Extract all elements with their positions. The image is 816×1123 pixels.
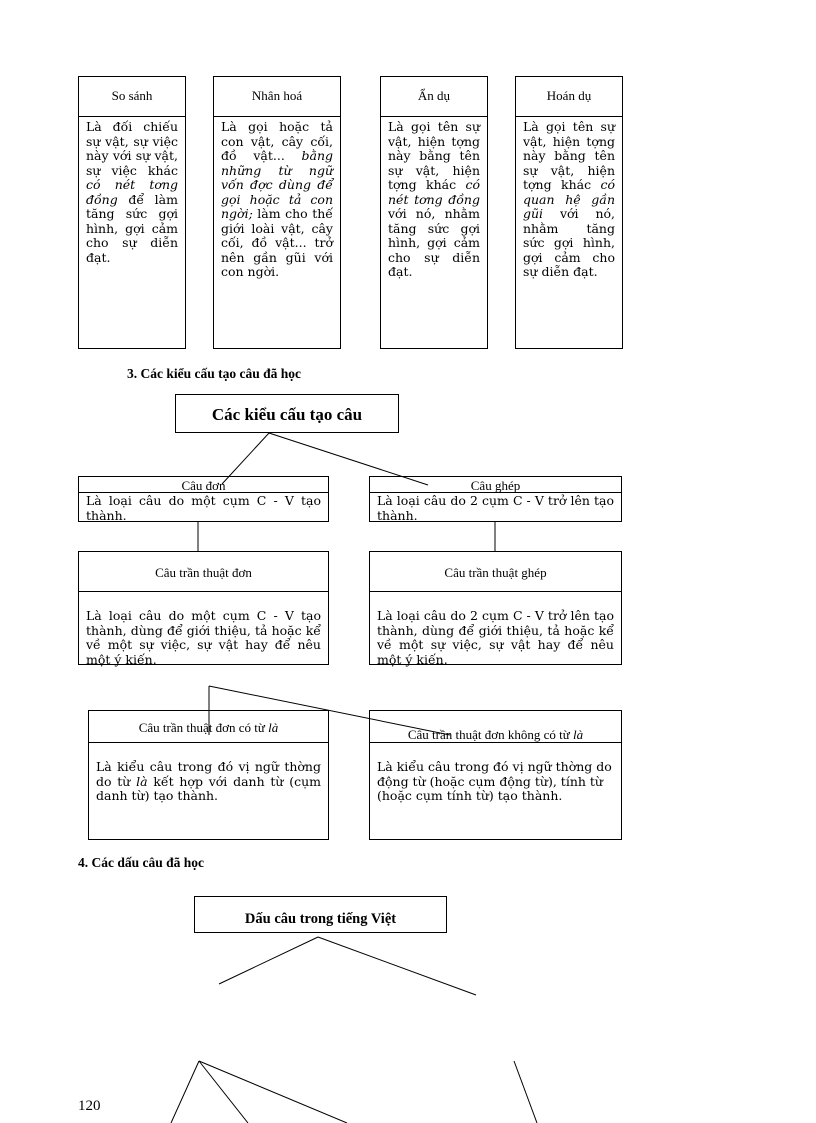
connector-lower-c (199, 1061, 347, 1123)
figure-box-nhan-hoa (213, 76, 341, 349)
co-tu-la-box (88, 710, 329, 840)
cau-ghep-title: Câu ghép (370, 477, 621, 493)
khong-tu-la-body: Là kiểu câu trong đó vị ngữ thờng do động từ (hoặc cụm động từ), tính từ (hoặc cụm tính từ) tạo thành. (377, 759, 612, 803)
tran-thuat-don-title: Câu trần thuật đơn (79, 552, 328, 592)
khong-tu-la-title: Câu trần thuật đơn không có từ là (370, 711, 621, 743)
connector-lower-a (171, 1061, 199, 1123)
tran-thuat-don-body: Là loại câu do một cụm C - V tạo thành, dùng để giới thiệu, tả hoặc kể về một sự việc, sự vật hay để nêu một ý kiến. (86, 608, 321, 667)
figure-body: Là gọi tên sự vật, hiện tợng này bằng tên sự vật, hiện tợng khác có quan hệ gần gũi với nó, nhằm tăng sức gợi hình, gợi cảm cho sự diễn đạt. (523, 119, 615, 279)
co-tu-la-title: Câu trần thuật đơn có từ là (89, 711, 328, 743)
figure-title: Hoán dụ (516, 77, 622, 117)
tran-thuat-ghep-title: Câu trần thuật ghép (370, 552, 621, 592)
cau-ghep-body: Là loại câu do 2 cụm C - V trở lên tạo thành. (377, 493, 614, 523)
connector-lower-b (199, 1061, 248, 1123)
figure-box-hoan-du (515, 76, 623, 349)
figure-box-an-du (380, 76, 488, 349)
connector-punct-right (318, 937, 476, 995)
tran-thuat-ghep-box (369, 551, 622, 665)
figure-body: Là gọi tên sự vật, hiện tợng này bằng tên sự vật, hiện tợng khác có nét tơng đồng với nó, nhằm tăng sức gợi hình, gợi cảm cho sự diễn đạt. (388, 119, 480, 279)
cau-don-box (78, 476, 329, 522)
cau-ghep-box (369, 476, 622, 522)
figure-title: Ẩn dụ (381, 77, 487, 117)
figure-title: Nhân hoá (214, 77, 340, 117)
page-number: 120 (78, 1098, 101, 1114)
tran-thuat-ghep-body: Là loại câu do 2 cụm C - V trở lên tạo thành, dùng để giới thiệu, tả hoặc kể về một sự việc, sự vật hay để nêu một ý kiến. (377, 608, 614, 667)
figure-body: Là đối chiếu sự vật, sự việc này với sự vật, sự việc khác có nét tơng đồng để làm tăng sức gợi hình, gợi cảm cho sự diễn đạt. (86, 119, 178, 265)
figure-box-so-sanh (78, 76, 186, 349)
connector-lower-d (514, 1061, 537, 1123)
figure-body: Là gọi hoặc tả con vật, cây cối, đồ vật... bằng những từ ngữ vốn đợc dùng để gọi hoặc tả con ngời; làm cho thế giới loài vật, cây cối, đồ vật... trở nên gần gũi với con ngời. (221, 119, 333, 279)
cau-don-title: Câu đơn (79, 477, 328, 493)
section-4-heading: 4. Các dấu câu đã học (78, 855, 205, 870)
sentence-structure-root: Các kiểu cấu tạo câu (175, 394, 399, 433)
connector-punct-left (219, 937, 318, 984)
cau-don-body: Là loại câu do một cụm C - V tạo thành. (86, 493, 321, 523)
punctuation-root: Dấu câu trong tiếng Việt (194, 896, 447, 933)
co-tu-la-body: Là kiểu câu trong đó vị ngữ thờng do từ là kết hợp với danh từ (cụm danh từ) tạo thành. (96, 759, 321, 803)
figure-title: So sánh (79, 77, 185, 117)
section-3-heading: 3. Các kiểu cấu tạo câu đã học (127, 366, 302, 381)
tran-thuat-don-box (78, 551, 329, 665)
khong-tu-la-box (369, 710, 622, 840)
